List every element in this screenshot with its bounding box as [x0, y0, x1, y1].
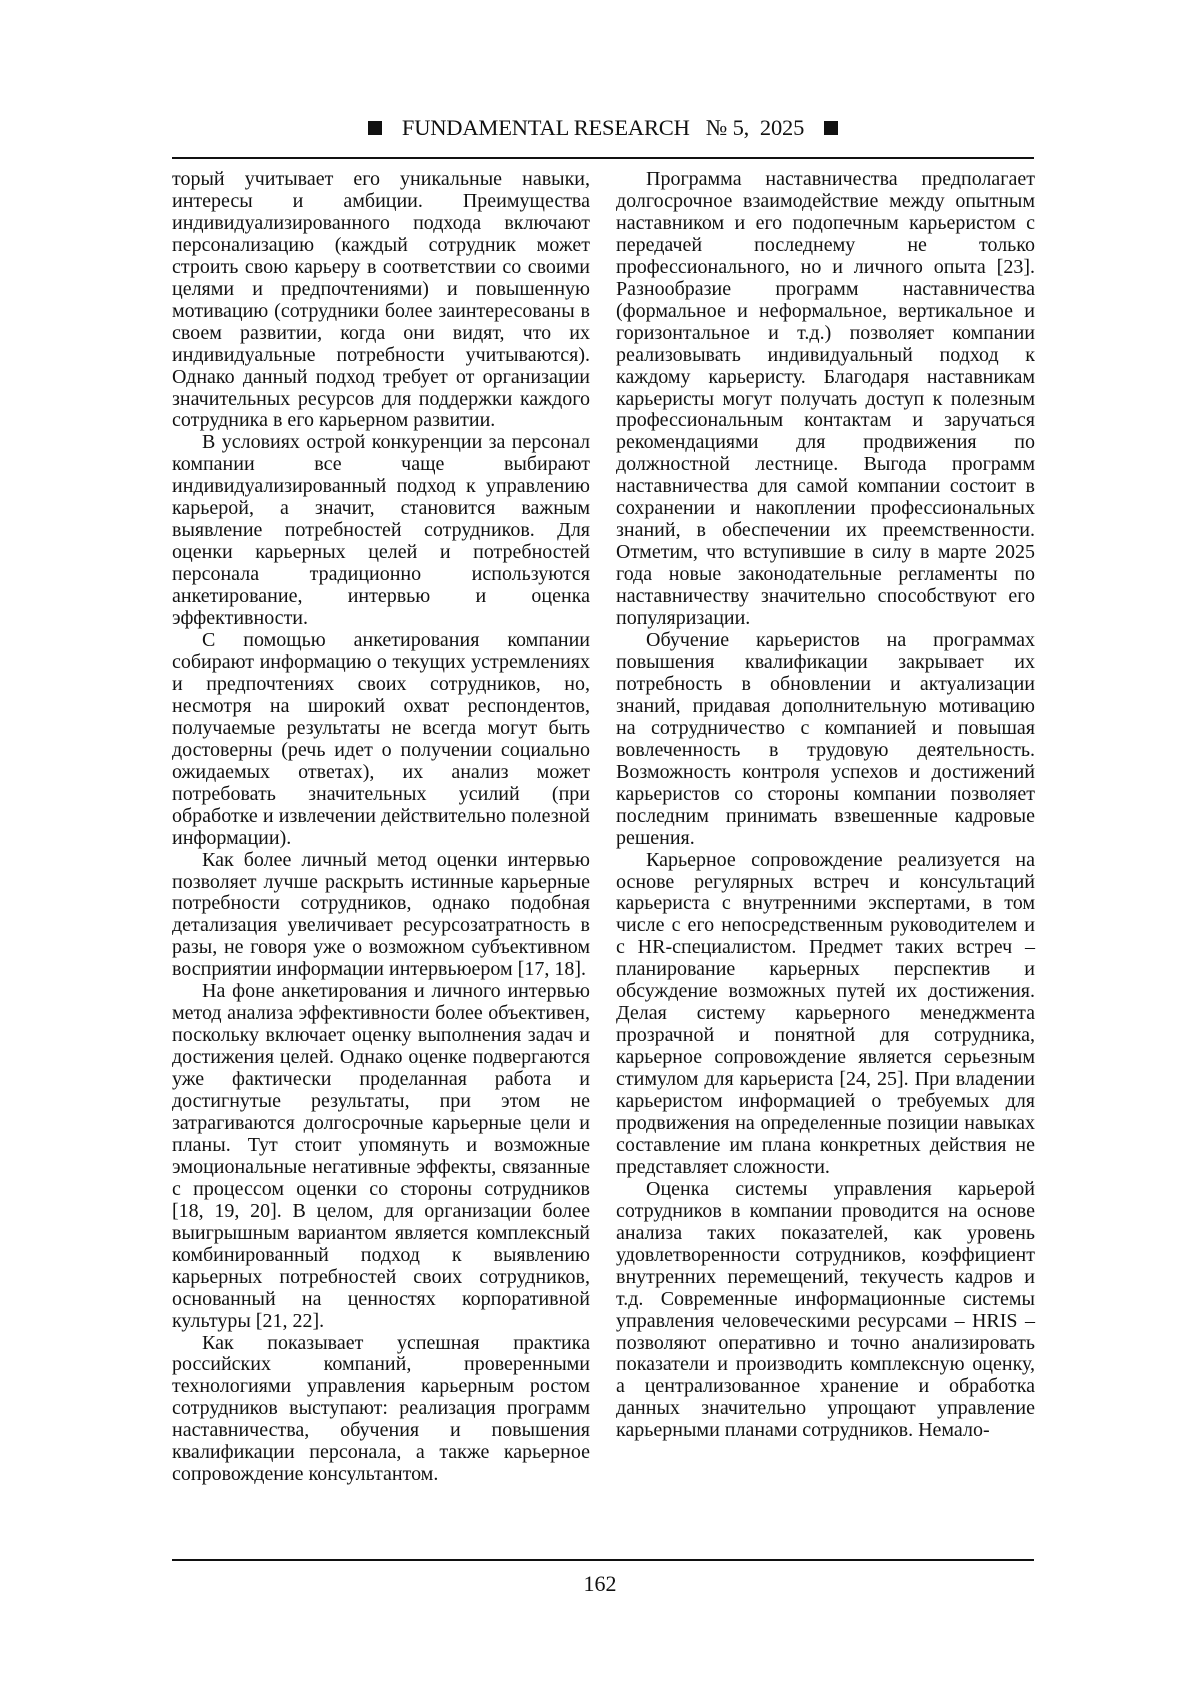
page-number: 162 [583, 1571, 617, 1596]
paragraph: В условиях острой конкуренции за персонал компании все чаще выбирают индивидуализированный подход к управлению карьерой, а значит, становится важным выявление потребностей сотрудников. Для оценки карьерных целей и потребностей персонала традиционно используются анкетирование, интервью и оценка эффективности. [172, 431, 590, 630]
right-column [616, 169, 1035, 1442]
paragraph: Как показывает успешная практика российских компаний, проверенными технологиями управления карьерным ростом сотрудников выступают: реализация программ наставничества, обучения и повышения квалификации персонала, а также карьерное сопровождение консультантом. [172, 1331, 590, 1486]
paragraph: С помощью анкетирования компании собирают информацию о текущих устремлениях и предпочтениях своих сотрудников, но, несмотря на широкий охват респондентов, получаемые результаты не всегда могут быть достоверны (речь идет о получении социально ожидаемых ответах), их анализ может потребовать значительных усилий (при обработке и извлечении действительно полезной информации). [172, 629, 590, 849]
paragraph: Оценка системы управления карьерой сотрудников в компании проводится на основе анализа таких показателей, как уровень удовлетворенности сотрудников, коэффициент внутренних перемещений, текучесть кадров и т.д. Современные информационные системы управления человеческими ресурсами – HRIS – позволяют оперативно и точно анализировать показатели и производить комплексную оценку, а централизованное хранение и обработка данных значительно упрощают управление карьерными планами сотрудников. Немало- [616, 1177, 1035, 1442]
paragraph: Карьерное сопровождение реализуется на основе регулярных встреч и консультаций карьериста с внутренними экспертами, в том числе с его непосредственным руководителем и с HR-специалистом. Предмет таких встреч – планирование карьерных перспектив и обсуждение возможных путей их достижения. Делая систему карьерного менеджмента прозрачной и понятной для сотрудника, карьерное сопровождение является серьезным стимулом для карьериста [24, 25]. При владении карьеристом информацией о требуемых для продвижения на определенные позиции навыках составление им плана конкретных действия не представляет сложности. [616, 848, 1035, 1178]
running-header [172, 113, 1034, 143]
square-bullet-icon [368, 121, 382, 135]
paragraph: Как более личный метод оценки интервью позволяет лучше раскрыть истинные карьерные потребности сотрудников, однако подобная детализация увеличивает ресурсозатратность в разы, не говоря уже о возможном субъективном восприятии информации интервьюером [17, 18]. [172, 848, 590, 981]
journal-title: FUNDAMENTAL RESEARCH № 5, 2025 [401, 115, 805, 140]
paragraph: На фоне анкетирования и личного интервью метод анализа эффективности более объективен, поскольку включает оценку выполнения задач и достижения целей. Однако оценке подвергаются уже фактически проделанная работа и достигнутые результаты, при этом не затрагиваются долгосрочные карьерные цели и планы. Тут стоит упомянуть и возможные эмоциональные негативные эффекты, связанные с процессом оценки со стороны сотрудников [18, 19, 20]. В целом, для организации более выигрышным вариантом является комплексный комбинированный подход к выявлению карьерных потребностей своих сотрудников, основанный на ценностях корпоративной культуры [21, 22]. [172, 980, 590, 1332]
footer-rule [172, 1559, 1034, 1561]
left-column [172, 169, 590, 1486]
paragraph: торый учитывает его уникальные навыки, интересы и амбиции. Преимущества индивидуализированного подхода включают персонализацию (каждый сотрудник может строить свою карьеру в соответствии со своими целями и предпочтениями) и повышенную мотивацию (сотрудники более заинтересованы в своем развитии, когда они видят, что их индивидуальные потребности учитываются). Однако данный подход требует от организации значительных ресурсов для поддержки каждого сотрудника в его карьерном развитии. [172, 168, 590, 432]
header-rule [172, 157, 1034, 159]
square-bullet-icon [824, 121, 838, 135]
paragraph: Программа наставничества предполагает долгосрочное взаимодействие между опытным наставником и его подопечным карьеристом с передачей последнему не только профессионального, но и личного опыта [23]. Разнообразие программ наставничества (формальное и неформальное, вертикальное и горизонтальное и т.д.) позволяет компании реализовывать индивидуальный подход к каждому карьеристу. Благодаря наставникам карьеристы могут получать доступ к полезным профессиональным контактам и заручаться рекомендациями для продвижения по должностной лестнице. Выгода программ наставничества для самой компании состоит в сохранении и накоплении профессиональных знаний, в обеспечении их преемственности. Отметим, что вступившие в силу в марте 2025 года новые законодательные регламенты по наставничеству значительно способствуют его популяризации. [616, 168, 1035, 630]
paragraph: Обучение карьеристов на программах повышения квалификации закрывает их потребность в обновлении и актуализации знаний, придавая дополнительную мотивацию на сотрудничество с компанией и повышая вовлеченность в трудовую деятельность. Возможность контроля успехов и достижений карьеристов со стороны компании позволяет последним принимать взвешенные кадровые решения. [616, 629, 1035, 849]
